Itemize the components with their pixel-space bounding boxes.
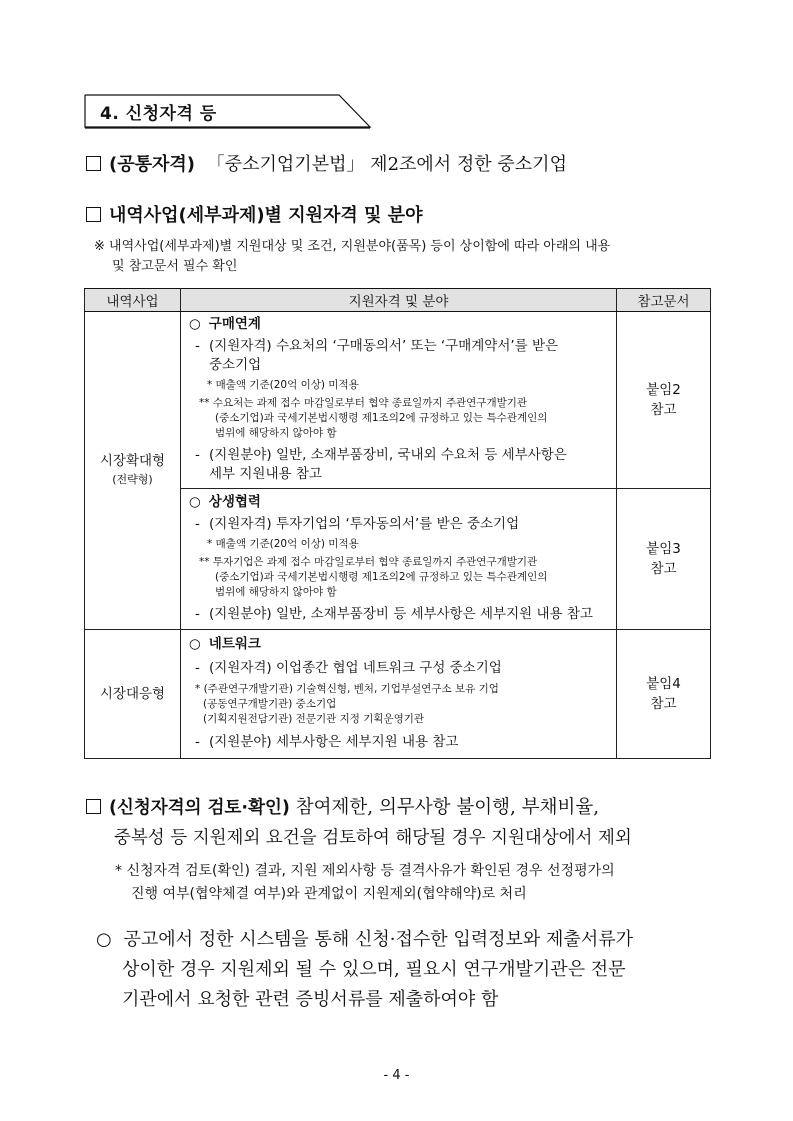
qualification-cell-network [181,630,617,759]
review-note-line-2: 진행 여부(협약체결 여부)와 관계없이 지원제외(협약해약)로 처리 [131,886,527,902]
checkbox-square-icon [86,799,101,814]
footnote: 범위에 해당하지 않아야 함 [215,427,337,439]
reference-note: 참고 [650,402,677,418]
qualification-table [84,288,711,759]
field-line: - (지원분야) 세부사항은 세부지원 내용 참고 [195,734,459,750]
detail-heading-text: 내역사업(세부과제)별 지원자격 및 분야 [109,205,423,226]
subsection-title: ○ 구매연계 [189,316,261,332]
notice-line-2: 및 참고문서 필수 확인 [112,259,238,274]
subsection-title: ○ 네트워크 [189,636,261,652]
reference-attachment: 붙임4 [646,676,681,692]
bullet-paragraph [96,925,726,1015]
review-line-1: 참여제한, 의무사항 불이행, 부채비율, [295,797,600,818]
field-line: - (지원분야) 일반, 소재부품장비, 국내외 수요처 등 세부사항은 [195,447,567,463]
qualification-line: - (지원자격) 투자기업의 ‘투자동의서’를 받은 중소기업 [195,516,520,532]
footnote: ** 투자기업은 과제 접수 마감일로부터 협약 종료일까지 주관연구개발기관 [199,556,538,568]
common-qualification-text: 「중소기업기본법」 제2조에서 정한 중소기업 [206,154,567,175]
review-line-2: 중복성 등 지원제외 요건을 검토하여 해당될 경우 지원대상에서 제외 [114,828,632,848]
reference-note: 참고 [650,696,677,712]
notice-line-1: 내역사업(세부과제)별 지원대상 및 조건, 지원분야(품목) 등이 상이함에 따라 아래의 내용 [109,239,611,254]
detail-heading [86,201,422,227]
footnote: * 매출액 기준(20억 이상) 미적용 [207,379,359,391]
footnote: (중소기업)과 국세기본법시행령 제1조의2에 규정하고 있는 특수관계인의 [215,412,548,424]
footnote: 범위에 해당하지 않아야 함 [215,586,337,598]
review-note [115,860,715,906]
field-line: 세부 지원내용 참고 [209,466,322,482]
footnote: (공동연구개발기관) 중소기업 [203,698,337,710]
reference-attachment: 붙임3 [646,541,681,557]
bullet-line-3: 기관에서 요청한 관련 증빙서류를 제출하여야 함 [122,989,499,1010]
qualification-cell-purchase [181,312,617,489]
review-note-line-1: * 신청자격 검토(확인) 결과, 지원 제외사항 등 결격사유가 확인된 경우 선정평가의 [115,863,615,879]
page-number: - 4 - [383,1068,410,1083]
qualification-cell-cooperation [181,489,617,630]
common-qualification-label: (공통자격) [109,154,196,175]
footnote: * (주관연구개발기관) 기술혁신형, 벤처, 기업부설연구소 보유 기업 [195,683,499,695]
footnote: (중소기업)과 국세기본법시행령 제1조의2에 규정하고 있는 특수관계인의 [215,571,548,583]
field-line: - (지원분야) 일반, 소재부품장비 등 세부사항은 세부지원 내용 참고 [195,606,593,622]
reference-attachment: 붙임2 [646,382,681,398]
review-section [86,793,726,853]
table-row [85,312,711,489]
reference-cell [617,312,711,489]
table-row [85,630,711,759]
section-title: 4. 신청자격 등 [100,104,217,124]
common-qualification [86,150,567,176]
reference-cell [617,630,711,759]
bullet-line-2: 상이한 경우 지원제외 될 수 있으며, 필요시 연구개발기관은 전문 [122,959,626,980]
reference-note: 참고 [650,561,677,577]
footnote: (기획지원전담기관) 전문기관 지정 기획운영기관 [203,713,425,725]
table-header-row [85,289,711,312]
bullet-line-1: 공고에서 정한 시스템을 통해 신청·접수한 입력정보와 제출서류가 [123,929,633,950]
header-reference: 참고문서 [617,289,711,312]
business-name: 시장대응형 [99,686,166,702]
reference-cell [617,489,711,630]
header-qualification: 지원자격 및 분야 [181,289,617,312]
business-cell-market-expansion [85,312,181,630]
subsection-title: ○ 상생협력 [189,494,261,510]
checkbox-square-icon [86,207,101,222]
business-cell-market-response [85,630,181,759]
checkbox-square-icon [86,156,101,171]
business-name: 시장확대형 [99,453,166,469]
business-subtype: (전략형) [112,473,153,486]
footnote: ** 수요처는 과제 접수 마감일로부터 협약 종료일까지 주관연구개발기관 [199,397,528,409]
footnote: * 매출액 기준(20억 이상) 미적용 [207,538,359,550]
notice-mark: ※ [94,239,105,254]
header-business: 내역사업 [85,289,181,312]
notice [94,237,714,277]
section-heading-box [84,94,372,128]
qualification-line: - (지원자격) 수요처의 ‘구매동의서’ 또는 ‘구매계약서’를 받은 [195,338,559,354]
qualification-line: - (지원자격) 이업종간 협업 네트워크 구성 중소기업 [195,660,502,676]
bullet-circle: ○ [96,929,112,950]
review-label: (신청자격의 검토·확인) [109,798,290,818]
qualification-line: 중소기업 [209,357,262,373]
